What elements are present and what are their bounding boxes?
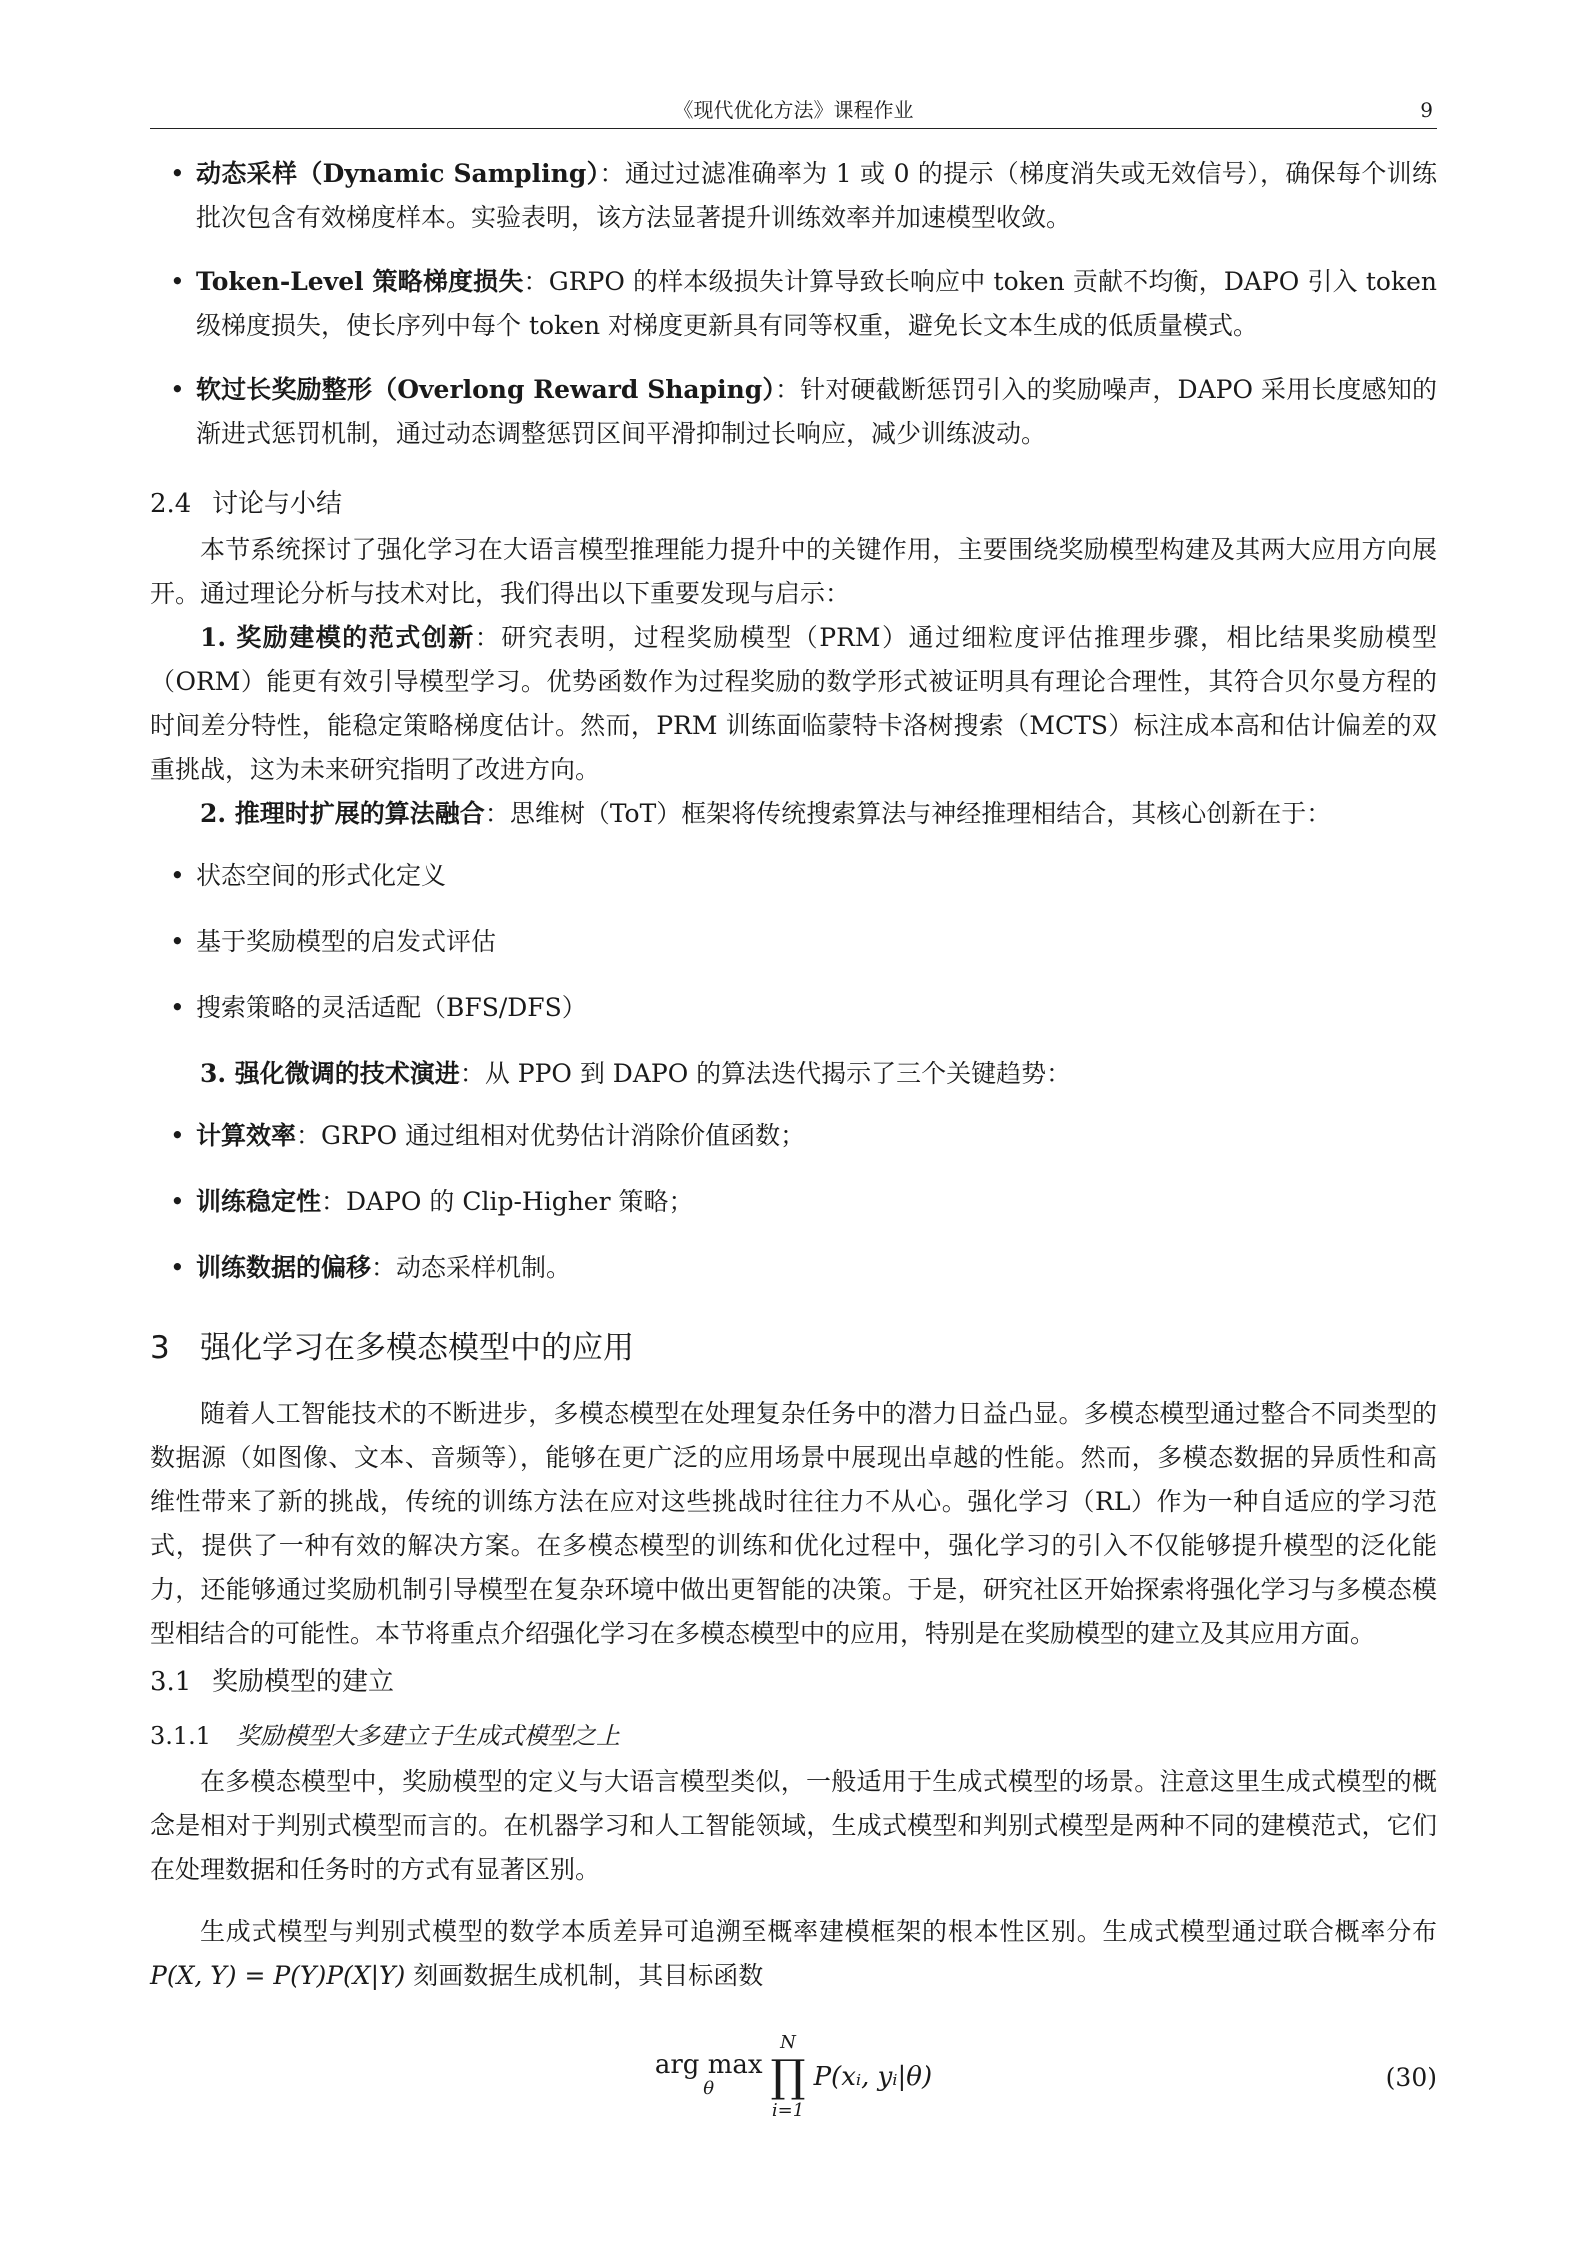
- list-item: [150, 1246, 1437, 1290]
- list-item: • 搜索策略的灵活适配（BFS/DFS）: [150, 986, 1437, 1030]
- section-title: 奖励模型大多建立于生成式模型之上: [236, 1722, 620, 1750]
- list-item: [150, 368, 1437, 456]
- bullet-term: 软过长奖励整形（Overlong Reward Shaping）: [196, 375, 776, 404]
- equation-expression: [150, 2032, 1437, 2122]
- paragraph: 在多模态模型中，奖励模型的定义与大语言模型类似，一般适用于生成式模型的场景。注意这里生成式模型的概念是相对于判别式模型而言的。在机器学习和人工智能领域，生成式模型和判别式模型是两种不同的建模范式，它们在处理数据和任务时的方式有显著区别。: [150, 1767, 1437, 1884]
- argmax-operator: arg max: [654, 2050, 763, 2080]
- section-2-4-heading: [150, 484, 1437, 524]
- bullet-term: 动态采样（Dynamic Sampling）: [196, 159, 600, 188]
- equation-body: P(xᵢ, yᵢ|θ): [813, 2062, 933, 2092]
- bullet-term: Token-Level 策略梯度损失: [196, 267, 524, 296]
- section-3-1-heading: [150, 1662, 1437, 1702]
- section-number: 3: [150, 1330, 170, 1366]
- bullet-text: ：GRPO 的样本级损失计算导致长响应中 token 贡献不均衡，DAPO 引入 token 级梯度损失，使长序列中每个 token 对梯度更新具有同等权重，避免长文本生成的低质量模式。: [196, 267, 1437, 340]
- bullet-term: 训练稳定性: [196, 1187, 322, 1216]
- bullet-text: ：通过过滤准确率为 1 或 0 的提示（梯度消失或无效信号），确保每个训练批次包含有效梯度样本。实验表明，该方法显著提升训练效率并加速模型收敛。: [196, 159, 1437, 232]
- header-title: 《现代优化方法》课程作业: [673, 98, 914, 122]
- list: [150, 1114, 1437, 1290]
- list-item: [150, 152, 1437, 240]
- section-3-heading: [150, 1326, 1437, 1370]
- paragraph: 随着人工智能技术的不断进步，多模态模型在处理复杂任务中的潜力日益凸显。多模态模型通过整合不同类型的数据源（如图像、文本、音频等），能够在更广泛的应用场景中展现出卓越的性能。然而，多模态数据的异质性和高维性带来了新的挑战，传统的训练方法在应对这些挑战时往往力不从心。强化学习（RL）作为一种自适应的学习范式，提供了一种有效的解决方案。在多模态模型的训练和优化过程中，强化学习的引入不仅能够提升模型的泛化能力，还能够通过奖励机制引导模型在复杂环境中做出更智能的决策。于是，研究社区开始探索将强化学习与多模态模型相结合的可能性。本节将重点介绍强化学习在多模态模型中的应用，特别是在奖励模型的建立及其应用方面。: [150, 1399, 1437, 1648]
- equation-number: (30): [1385, 2063, 1437, 2092]
- paragraph: [150, 1910, 1437, 1998]
- product-upper-limit: N: [780, 2032, 796, 2053]
- paragraph-lead: 3. 强化微调的技术演进: [200, 1059, 460, 1088]
- list-item: • 基于奖励模型的启发式评估: [150, 920, 1437, 964]
- page-number: 9: [1420, 98, 1433, 122]
- paragraph: 本节系统探讨了强化学习在大语言模型推理能力提升中的关键作用，主要围绕奖励模型构建及其两大应用方向展开。通过理论分析与技术对比，我们得出以下重要发现与启示：: [150, 535, 1437, 608]
- bullet-text: ：DAPO 的 Clip-Higher 策略；: [321, 1187, 694, 1216]
- paragraph: [150, 616, 1437, 792]
- list: [150, 854, 1437, 1030]
- product-lower-limit: i=1: [771, 2100, 805, 2121]
- running-header: [150, 92, 1437, 129]
- list-item: [150, 1114, 1437, 1158]
- section-title: 讨论与小结: [212, 489, 343, 519]
- equation-30: [150, 2022, 1437, 2132]
- paragraph-lead: 2. 推理时扩展的算法融合: [200, 799, 485, 828]
- list-item: [150, 1180, 1437, 1224]
- list-item: [150, 260, 1437, 348]
- section-title: 奖励模型的建立: [212, 1667, 395, 1697]
- product-symbol: ∏: [770, 2051, 806, 2102]
- bullet-text: ：动态采样机制。: [371, 1253, 572, 1282]
- argmax-subscript: θ: [703, 2078, 715, 2099]
- bullet-text: ：GRPO 通过组相对优势估计消除价值函数；: [296, 1121, 806, 1150]
- inline-math: P(X, Y) = P(Y)P(X|Y): [150, 1961, 406, 1990]
- section-number: 3.1.1: [150, 1722, 212, 1750]
- paragraph: [150, 792, 1437, 836]
- list-item: • 状态空间的形式化定义: [150, 854, 1437, 898]
- section-number: 3.1: [150, 1667, 192, 1697]
- section-title: 强化学习在多模态模型中的应用: [200, 1330, 634, 1366]
- paragraph: [150, 1052, 1437, 1096]
- paragraph-text: ：研究表明，过程奖励模型（PRM）通过细粒度评估推理步骤，相比结果奖励模型（ORM）能更有效引导模型学习。优势函数作为过程奖励的数学形式被证明具有理论合理性，其符合贝尔曼方程的时间差分特性，能稳定策略梯度估计。然而，PRM 训练面临蒙特卡洛树搜索（MCTS）标注成本高和估计偏差的双重挑战，这为未来研究指明了改进方向。: [150, 623, 1437, 784]
- section-3-1-1-heading: [150, 1716, 1437, 1756]
- bullet-term: 计算效率: [196, 1121, 297, 1150]
- paragraph-text: ：思维树（ToT）框架将传统搜索算法与神经推理相结合，其核心创新在于：: [484, 799, 1332, 828]
- section-number: 2.4: [150, 489, 192, 519]
- paragraph-text: ：从 PPO 到 DAPO 的算法迭代揭示了三个关键趋势：: [459, 1059, 1072, 1088]
- paragraph-text: 生成式模型与判别式模型的数学本质差异可追溯至概率建模框架的根本性区别。生成式模型通过联合概率分布: [200, 1917, 1437, 1946]
- bullet-text: ：针对硬截断惩罚引入的奖励噪声，DAPO 采用长度感知的渐进式惩罚机制，通过动态调整惩罚区间平滑抑制过长响应，减少训练波动。: [196, 375, 1437, 448]
- page-content: [150, 152, 1437, 2132]
- paragraph-text: 刻画数据生成机制，其目标函数: [405, 1961, 764, 1990]
- bullet-term: 训练数据的偏移: [196, 1253, 372, 1282]
- paragraph-lead: 1. 奖励建模的范式创新: [200, 623, 475, 652]
